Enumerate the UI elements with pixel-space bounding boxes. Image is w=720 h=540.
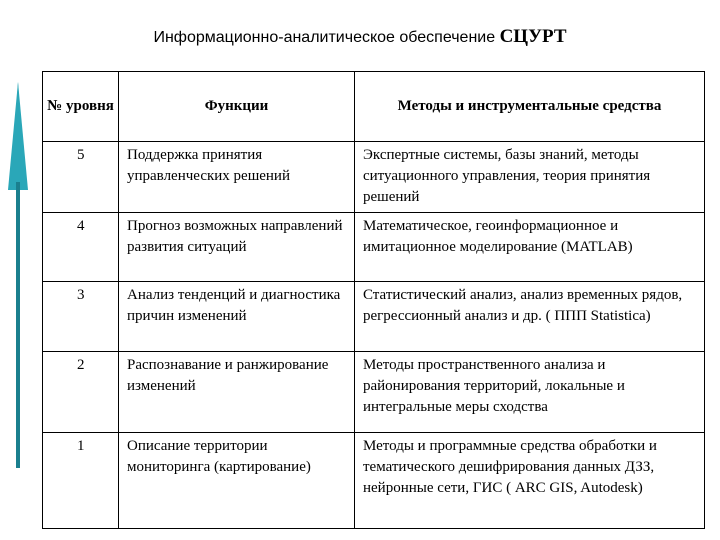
header-functions: Функции <box>119 72 355 142</box>
table-row <box>43 352 705 433</box>
function-cell: Анализ тенденций и диагностика причин изменений <box>119 281 355 352</box>
header-methods: Методы и инструментальные средства <box>355 72 705 142</box>
level-cell: 5 <box>43 141 119 213</box>
function-cell: Описание территории мониторинга (картирование) <box>119 433 355 529</box>
methods-cell: Математическое, геоинформационное и имитационное моделирование (MATLAB) <box>355 213 705 282</box>
methods-cell: Методы пространственного анализа и районирования территорий, локальные и интегральные меры сходства <box>355 352 705 433</box>
table-row <box>43 213 705 282</box>
up-arrow-icon <box>8 82 28 468</box>
table-row <box>43 141 705 213</box>
table-row <box>43 281 705 352</box>
levels-table <box>42 71 705 529</box>
table-header-row <box>43 72 705 142</box>
function-cell: Распознавание и ранжирование изменений <box>119 352 355 433</box>
table-row <box>43 433 705 529</box>
level-cell: 2 <box>43 352 119 433</box>
level-cell: 3 <box>43 281 119 352</box>
header-level: № уровня <box>43 72 119 142</box>
methods-cell: Статистический анализ, анализ временных рядов, регрессионный анализ и др. ( ППП Statistica) <box>355 281 705 352</box>
title-text: Информационно-аналитическое обеспечение <box>153 29 500 46</box>
function-cell: Прогноз возможных направлений развития ситуаций <box>119 213 355 282</box>
methods-cell: Методы и программные средства обработки и тематического дешифрирования данных ДЗЗ, нейронные сети, ГИС ( ARC GIS, Autodesk) <box>355 433 705 529</box>
level-cell: 1 <box>43 433 119 529</box>
page-title <box>0 26 720 48</box>
function-cell: Поддержка принятия управленческих решений <box>119 141 355 213</box>
level-cell: 4 <box>43 213 119 282</box>
title-abbr: СЦУРТ <box>499 26 567 47</box>
methods-cell: Экспертные системы, базы знаний, методы ситуационного управления, теория принятия решений <box>355 141 705 213</box>
